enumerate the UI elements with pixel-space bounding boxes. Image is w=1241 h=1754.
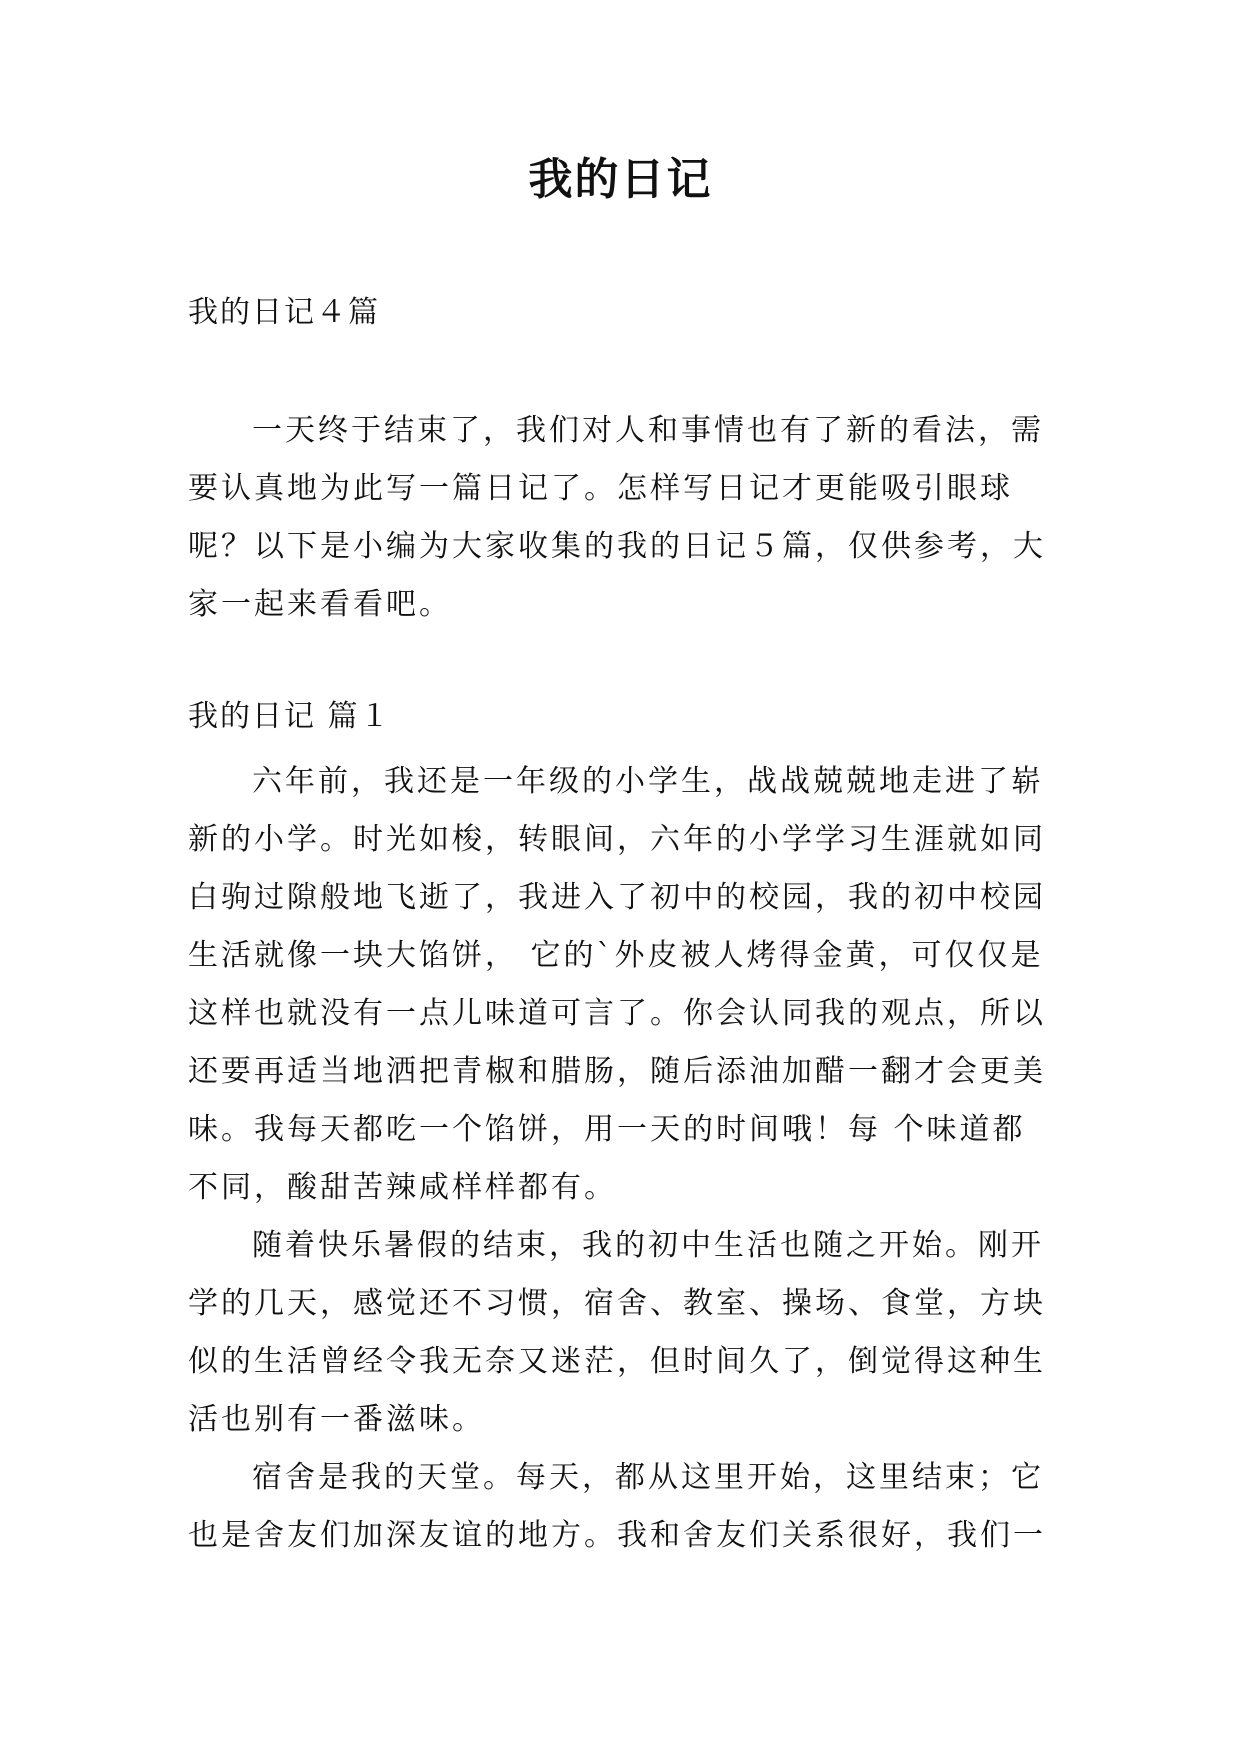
document-subtitle: 我的日记４篇 bbox=[188, 295, 380, 330]
body-paragraph: 六年前，我还是一年级的小学生，战战兢兢地走进了崭新的小学。时光如梭，转眼间，六年的小学学习生涯就如同白驹过隙般地飞逝了，我进入了初中的校园，我的初中校园生活就像一块大馅饼， 它的`外皮被人烤得金黄，可仅仅是这样也就没有一点儿味道可言了。你会认同我的观点，所以还要再适当地洒把青椒和腊肠，随后添油加醋一翻才会更美味。我每天都吃一个馅饼，用一天的时间哦！每 个味道都不同，酸甜苦辣咸样样都有。 bbox=[188, 764, 1046, 1205]
body-paragraph: 随着快乐暑假的结束，我的初中生活也随之开始。刚开学的几天，感觉还不习惯，宿舍、教室、操场、食堂，方块似的生活曾经令我无奈又迷茫，但时间久了，倒觉得这种生活也别有一番滋味。 bbox=[188, 1228, 1046, 1437]
section-heading: 我的日记 篇１ bbox=[188, 699, 392, 734]
intro-paragraph: 一天终于结束了，我们对人和事情也有了新的看法，需要认真地为此写一篇日记了。怎样写日记才更能吸引眼球呢？以下是小编为大家收集的我的日记５篇，仅供参考，大家一起来看看吧。 bbox=[188, 413, 1046, 622]
document-title: 我的日记 bbox=[528, 154, 713, 205]
body-paragraph: 宿舍是我的天堂。每天，都从这里开始，这里结束；它也是舍友们加深友谊的地方。我和舍友们关系很好，我们一 bbox=[188, 1460, 1046, 1553]
body-text bbox=[188, 753, 1050, 1565]
